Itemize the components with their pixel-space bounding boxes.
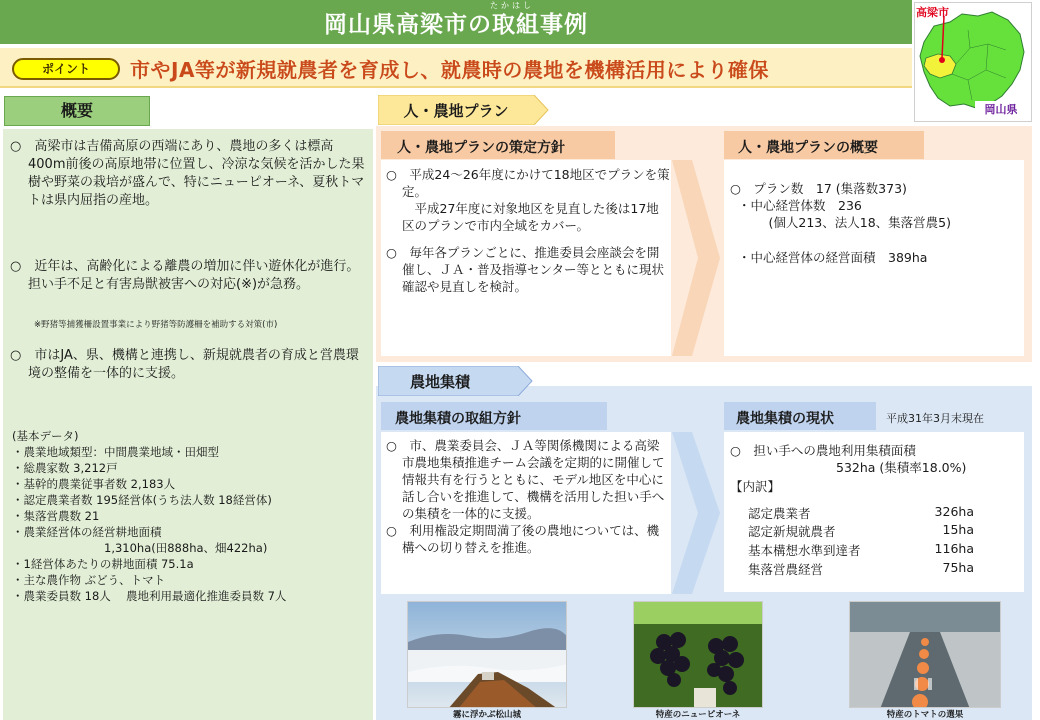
basic-data [12, 428, 370, 604]
point-badge: ポイント [12, 58, 120, 80]
overview-paragraph: ○ 近年は、高齢化による離農の増加に伴い遊休化が進行。担い手不足と有害鳥獣被害への対応(※)が急務。 [10, 259, 360, 292]
overview-paragraph: ○ 市はJA、県、機構と連携し、新規就農者の育成と営農環境の整備を一体的に支援。 [10, 348, 359, 381]
overview-header: 概要 [4, 96, 150, 126]
aggregation-status-header: 農地集積の現状 [724, 402, 876, 430]
aggregation-policy-text [386, 437, 668, 556]
basic-data-line: ・農業地域類型：中間農業地域・田畑型 [12, 445, 219, 459]
basic-data-line: ・1経営体あたりの耕地面積 75.1a [12, 557, 194, 571]
basic-data-line: ・農業経営体の経営耕地面積 [12, 525, 162, 539]
breakdown-name: 基本構想水準到達者 [748, 543, 861, 558]
aggregation-policy-paragraph: ○ 利用権設定期間満了後の農地については、機構への切り替えを推進。 [386, 523, 660, 555]
plan-overview-line: ○ プラン数 17 (集落数373) [730, 181, 907, 196]
breakdown-value: 75ha [942, 560, 974, 575]
aggregation-status-line: ○ 担い手への農地利用集積面積 [730, 443, 916, 458]
point-text: 市やJA等が新規就農者を育成し、就農時の農地を機構活用により確保 [130, 58, 769, 82]
breakdown-value: 326ha [934, 504, 974, 519]
breakdown-name: 集落営農経営 [748, 562, 824, 577]
aggregation-breakdown-title: 【内訳】 [730, 479, 781, 494]
plan-overview-text [730, 180, 1020, 266]
breakdown-name: 認定新規就農者 [748, 524, 836, 539]
plan-overview-line: ・中心経営体数 236 [738, 198, 862, 213]
basic-data-line: ・農業委員数 18人 農地利用最適化推進委員数 7人 [12, 589, 287, 603]
page-title: 岡山県高梁市の取組事例 [324, 12, 588, 38]
plan-chevron-arrow [672, 160, 722, 356]
castle-in-mist-photo [407, 601, 567, 708]
grapes-photo [633, 601, 763, 708]
plan-policy-paragraph: ○ 平成24～26年度にかけて18地区でプランを策定。 [386, 167, 670, 199]
aggregation-chevron-arrow [672, 432, 722, 594]
plan-policy-paragraph: 平成27年度に対象地区を見直した後は17地区のプランで市内全域をカバー。 [402, 201, 659, 233]
basic-data-line: ・認定農業者数 195経営体(うち法人数 18経営体) [12, 493, 272, 507]
title-furigana: たかはし [490, 1, 534, 10]
breakdown-row [748, 560, 974, 578]
photo-caption: 霧に浮かぶ松山城 [452, 710, 521, 720]
plan-overview-line: ・中心経営体の経営面積 389ha [738, 250, 928, 265]
map-city-label: 高梁市 [916, 6, 949, 19]
plan-policy-text [386, 166, 670, 295]
plan-overview-line: (個人213、法人18、集落営農5) [756, 215, 951, 230]
plan-policy-header: 人・農地プランの策定方針 [381, 131, 615, 159]
overview-note: ※野猪等捕獲柵設置事業により野猪等防護柵を補助する対策(市) [34, 320, 278, 330]
overview-panel [3, 129, 373, 720]
plan-policy-paragraph: ○ 毎年各プランごとに、推進委員会座談会を開催し、ＪＡ・普及指導センター等とともに現状確認や見直しを検討。 [386, 245, 665, 294]
breakdown-row [748, 522, 974, 540]
photo-caption: 特産のトマトの選果 [886, 710, 964, 720]
tomato-sorting-photo [849, 601, 1001, 708]
aggregation-policy-header: 農地集積の取組方針 [381, 402, 607, 430]
breakdown-value: 15ha [942, 522, 974, 537]
photo-caption: 特産のニューピオーネ [655, 710, 741, 720]
city-pointer-dot [939, 57, 945, 63]
breakdown-row [748, 504, 974, 522]
aggregation-status-line: 532ha (集積率18.0%) [836, 460, 967, 475]
basic-data-title: (基本データ) [12, 429, 79, 443]
basic-data-line: ・基幹的農業従事者数 2,183人 [12, 477, 176, 491]
aggregation-status-date: 平成31年3月末現在 [886, 412, 984, 425]
overview-paragraph: ○ 高梁市は吉備高原の西端にあり、農地の多くは標高400m前後の高原地帯に位置し、冷涼な気候を活かした果樹や野菜の栽培が盛んで、特にニューピオーネ、夏秋トマトは県内屈指の産地。 [10, 139, 365, 208]
basic-data-line: 1,310ha(田888ha、畑422ha) [104, 541, 268, 555]
aggregation-status-text [730, 442, 1020, 495]
basic-data-line: ・集落営農数 21 [12, 509, 100, 523]
map-prefecture-label: 岡山県 [975, 101, 1027, 117]
plan-tab-label: 人・農地プラン [403, 102, 509, 120]
basic-data-line: ・総農家数 3,212戸 [12, 461, 118, 475]
aggregation-tab-label: 農地集積 [409, 373, 470, 391]
plan-overview-header: 人・農地プランの概要 [724, 131, 924, 159]
aggregation-policy-paragraph: ○ 市、農業委員会、ＪＡ等関係機関による高梁市農地集積推進チーム会議を定期的に開催して情報共有を行うとともに、モデル地区を中心に話し合いを推進して、機構を活用した担い手への集積を一体的に支援。 [386, 438, 665, 521]
breakdown-name: 認定農業者 [748, 506, 811, 521]
breakdown-row [748, 541, 974, 559]
basic-data-line: ・主な農作物 ぶどう、トマト [12, 573, 166, 587]
breakdown-value: 116ha [934, 541, 974, 556]
